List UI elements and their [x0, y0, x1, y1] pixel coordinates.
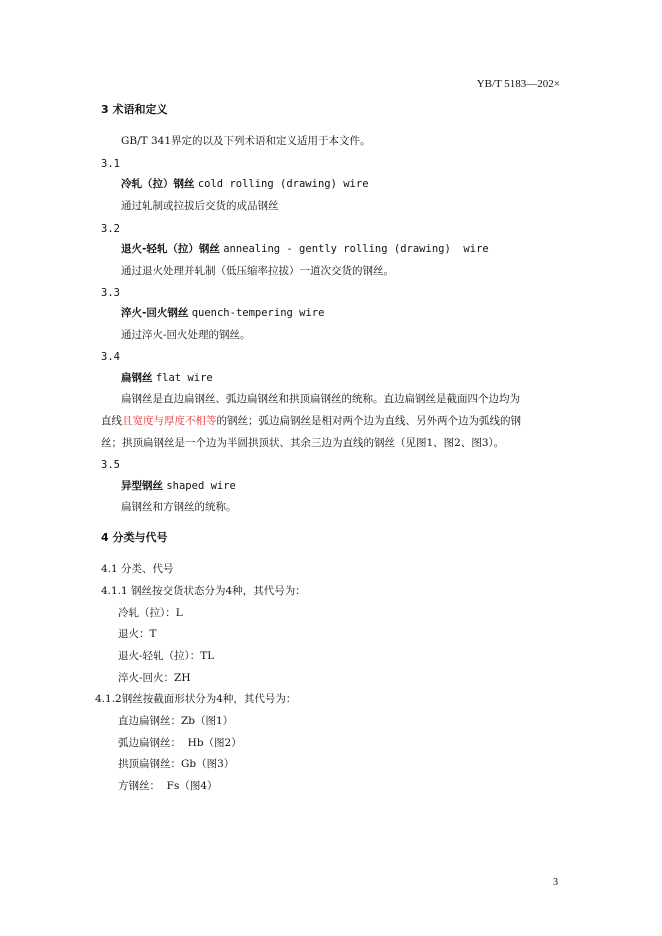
page-number: 3 [553, 877, 558, 888]
term-en: shaped wire [166, 480, 236, 492]
term-en: quench-tempering wire [191, 307, 325, 319]
term-zh: 扁钢丝 [121, 372, 153, 384]
clause-4-1-1-title: 4.1.1 钢丝按交货状态分为4种，其代号为： [101, 585, 306, 597]
list-item: 方钢丝： Fs（图4） [118, 780, 218, 792]
list-item: 退火：T [118, 628, 157, 640]
term-definition-line: 扁钢丝是直边扁钢丝、弧边扁钢丝和拱顶扁钢丝的统称。直边扁钢丝是截面四个边均为 [121, 393, 520, 405]
definition-text: 直线 [101, 415, 122, 427]
list-item: 退火-轻轧（拉）：TL [118, 650, 215, 662]
term-definition: 扁钢丝和方钢丝的统称。 [121, 501, 237, 513]
term-number: 3.5 [101, 459, 120, 471]
section-3-intro: GB/T 341界定的以及下列术语和定义适用于本文件。 [121, 135, 371, 147]
term-zh: 退火-轻轧（拉）钢丝 [121, 243, 220, 255]
term-heading [121, 479, 236, 493]
subsection-4-1-title: 4.1 分类、代号 [101, 563, 174, 575]
definition-text: 的钢丝；弧边扁钢丝是相对两个边为直线、另外两个边为弧线的钢 [216, 415, 521, 427]
term-en: flat wire [155, 372, 213, 384]
term-heading [121, 242, 489, 256]
term-zh: 冷轧（拉）钢丝 [121, 178, 195, 190]
term-heading [121, 306, 324, 320]
term-en: cold rolling (drawing) wire [197, 178, 369, 190]
list-item: 拱顶扁钢丝：Gb（图3） [118, 758, 235, 770]
term-number: 3.2 [101, 223, 120, 235]
term-number: 3.4 [101, 351, 120, 363]
clause-4-1-2-title: 4.1.2钢丝按截面形状分为4种，其代号为： [95, 693, 297, 705]
term-zh: 淬火-回火钢丝 [121, 307, 189, 319]
list-item: 淬火-回火：ZH [118, 672, 191, 684]
term-heading [121, 177, 369, 191]
term-number: 3.1 [101, 158, 120, 170]
list-item: 冷轧（拉）：L [118, 607, 183, 619]
section-4-title: 4 分类与代号 [101, 531, 168, 544]
list-item: 弧边扁钢丝： Hb（图2） [118, 737, 242, 749]
doc-code-header: YB/T 5183—202× [476, 78, 560, 90]
term-en: annealing - gently rolling (drawing) wire [223, 243, 489, 255]
list-item: 直边扁钢丝：Zb（图1） [118, 715, 234, 727]
term-definition: 通过淬火-回火处理的钢丝。 [121, 329, 251, 341]
term-definition: 通过退火处理并轧制（低压缩率拉拔）一道次交货的钢丝。 [121, 265, 394, 277]
term-heading [121, 371, 213, 385]
term-definition: 通过轧制或拉拔后交货的成品钢丝 [121, 200, 279, 212]
term-zh: 异型钢丝 [121, 480, 163, 492]
section-3-title: 3 术语和定义 [101, 103, 168, 116]
term-definition-line [101, 414, 521, 428]
term-number: 3.3 [101, 287, 120, 299]
highlighted-text: 且宽度与厚度不相等 [122, 415, 217, 427]
term-definition-line: 丝；拱顶扁钢丝是一个边为半圆拱顶状、其余三边为直线的钢丝（见图1、图2、图3）。 [101, 437, 505, 449]
